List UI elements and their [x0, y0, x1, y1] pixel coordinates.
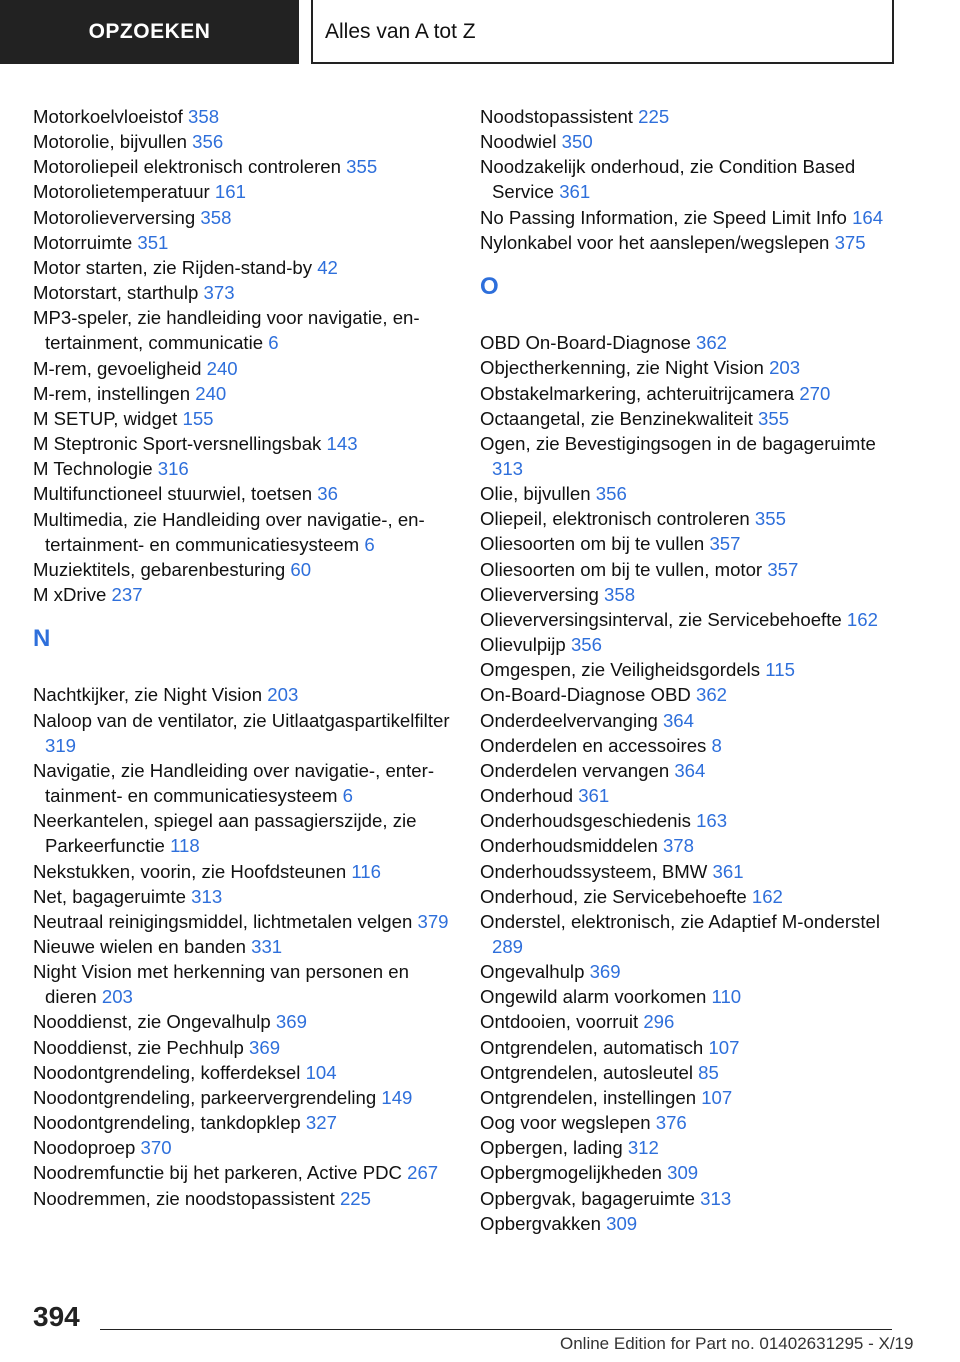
index-entry	[33, 1160, 451, 1185]
page-reference-link[interactable]: 309	[606, 1212, 638, 1234]
index-entry-term: Net, bagageruimte	[33, 885, 186, 907]
index-entry	[33, 708, 451, 758]
index-entry	[33, 1186, 451, 1211]
index-entry	[480, 708, 900, 733]
page-reference-link[interactable]: 355	[758, 407, 790, 429]
index-entry	[33, 456, 451, 481]
index-entry	[33, 481, 451, 506]
index-entry-term: Ongewild alarm voorkomen	[480, 986, 707, 1008]
page-reference-link[interactable]: 107	[708, 1036, 740, 1058]
page-reference-link[interactable]: 313	[492, 458, 524, 480]
page-reference-link[interactable]: 351	[137, 231, 169, 253]
index-entry	[33, 406, 451, 431]
page-reference-link[interactable]: 309	[667, 1162, 699, 1184]
index-entry-term: Noodremmen, zie noodstopassistent	[33, 1187, 335, 1209]
index-entry-term: Motorolie, bijvullen	[33, 131, 187, 153]
index-entry-term: Nylonkabel voor het aanslepen/wegslepen	[480, 231, 830, 253]
index-entry-term: Noodontgrendeling, tankdopklep	[33, 1112, 301, 1134]
index-entry	[480, 406, 900, 431]
index-entry	[33, 179, 451, 204]
index-entry	[480, 1009, 900, 1034]
page-reference-link[interactable]: 373	[203, 282, 235, 304]
index-entry-term: OBD On-Board-Diagnose	[480, 332, 691, 354]
index-entry	[480, 758, 900, 783]
page-reference-link[interactable]: 369	[249, 1036, 281, 1058]
index-entry	[33, 255, 451, 280]
index-entry	[480, 808, 900, 833]
index-entry	[480, 230, 900, 255]
index-entry	[480, 833, 900, 858]
page-reference-link[interactable]: 155	[182, 407, 214, 429]
page-reference-link[interactable]: 203	[267, 684, 299, 706]
index-section-heading: N	[33, 625, 51, 653]
index-entry-term: Noodremfunctie bij het parkeren, Active PDC	[33, 1162, 402, 1184]
index-entry-term: Olieverversingsinterval, zie Servicebehoefte	[480, 608, 842, 630]
index-entry-term: Onderdelen vervangen	[480, 759, 670, 781]
index-entry	[480, 531, 900, 556]
index-entry-term: Noodwiel	[480, 131, 557, 153]
page-reference-link[interactable]: 331	[251, 935, 283, 957]
index-entry	[33, 582, 451, 607]
index-entry	[33, 431, 451, 456]
index-entry-term: Motorruimte	[33, 231, 133, 253]
page-reference-link[interactable]: 379	[417, 910, 449, 932]
page-reference-link[interactable]: 42	[317, 256, 338, 278]
index-entry	[480, 1060, 900, 1085]
index-entry-term: Motor starten, zie Rijden-stand-by	[33, 256, 313, 278]
page-reference-link[interactable]: 350	[561, 131, 593, 153]
index-entry-term: MP3-speler, zie handleiding voor navigatie, entertainment, communicatie	[33, 307, 420, 354]
index-entry-term: Night Vision met herkenning van personen en dieren	[33, 961, 409, 1008]
page-reference-link[interactable]: 376	[655, 1112, 687, 1134]
index-entry-term: Oliesoorten om bij te vullen, motor	[480, 558, 763, 580]
page-reference-link[interactable]: 356	[570, 634, 602, 656]
index-entry-term: M Steptronic Sport-versnellingsbak	[33, 433, 322, 455]
index-entry-term: Naloop van de ventilator, zie Uitlaatgaspartikelfilter	[33, 709, 450, 731]
page-reference-link[interactable]: 364	[662, 709, 694, 731]
page-reference-link[interactable]: 60	[290, 558, 312, 580]
index-entry-term: Noodontgrendeling, kofferdeksel	[33, 1061, 301, 1083]
index-entry	[33, 230, 451, 255]
page-reference-link[interactable]: 369	[275, 1011, 307, 1033]
index-entry-term: Oliepeil, elektronisch controleren	[480, 508, 750, 530]
index-entry	[33, 507, 451, 557]
page-reference-link[interactable]: 104	[305, 1061, 337, 1083]
index-entry	[33, 959, 451, 1009]
page-reference-link[interactable]: 375	[834, 231, 866, 253]
index-entry-term: Nachtkijker, zie Night Vision	[33, 684, 263, 706]
index-entry-term: Motorkoelvloeistof	[33, 106, 183, 127]
page-reference-link[interactable]: 143	[326, 433, 358, 455]
index-entry-term: Neutraal reinigingsmiddel, lichtmetalen velgen	[33, 910, 413, 932]
index-entry-term: Onderstel, elektronisch, zie Adaptief M-onderstel	[480, 910, 880, 932]
page-reference-link[interactable]: 240	[195, 382, 227, 404]
index-entry	[480, 431, 900, 481]
index-entry-term: Noodoproep	[33, 1137, 136, 1159]
index-entry	[480, 355, 900, 380]
index-entry-term: Noodstopassistent	[480, 106, 633, 127]
page-reference-link[interactable]: 316	[157, 458, 189, 480]
page-reference-link[interactable]: 361	[559, 181, 591, 203]
index-entry	[480, 481, 900, 506]
index-entry-term: Noodzakelijk onderhoud, zie Condition Based Service	[480, 156, 856, 203]
index-entry-term: Motorolieverversing	[33, 206, 196, 228]
index-entry	[33, 934, 451, 959]
index-entry-term: M Technologie	[33, 458, 153, 480]
index-column-left	[33, 104, 451, 1211]
index-entry	[33, 909, 451, 934]
index-entry-term: Opbergmogelijkheden	[480, 1162, 662, 1184]
page-reference-link[interactable]: 361	[712, 860, 744, 882]
page-reference-link[interactable]: 296	[643, 1011, 675, 1033]
index-entry	[480, 129, 900, 154]
page-reference-link[interactable]: 6	[364, 533, 375, 555]
page-reference-link[interactable]: 313	[191, 885, 223, 907]
section-tab: OPZOEKEN	[0, 0, 299, 64]
index-entry-term: Ontgrendelen, instellingen	[480, 1086, 697, 1108]
index-entry	[33, 104, 451, 129]
index-entry-term: No Passing Information, zie Speed Limit Info	[480, 206, 847, 228]
index-entry-term: Oog voor wegslepen	[480, 1112, 651, 1134]
index-entry	[33, 1060, 451, 1085]
index-entry-term: Onderhoudssysteem, BMW	[480, 860, 708, 882]
index-entry-term: Nooddienst, zie Ongevalhulp	[33, 1011, 271, 1033]
index-entry	[33, 682, 451, 707]
index-entry-term: Motorstart, starthulp	[33, 282, 199, 304]
index-entry	[33, 1085, 451, 1110]
index-entry-term: Onderhoud, zie Servicebehoefte	[480, 885, 747, 907]
index-entry	[33, 557, 451, 582]
index-entry-term: Ongevalhulp	[480, 961, 585, 983]
index-entry-term: Objectherkenning, zie Night Vision	[480, 357, 764, 379]
page-reference-link[interactable]: 225	[339, 1187, 371, 1209]
index-entry-term: M xDrive	[33, 583, 107, 605]
index-entry-term: Obstakelmarkering, achteruitrijcamera	[480, 382, 795, 404]
index-entry	[33, 808, 451, 858]
index-entry	[480, 381, 900, 406]
index-entry-term: On-Board-Diagnose OBD	[480, 684, 691, 706]
page-reference-link[interactable]: 237	[111, 583, 143, 605]
index-entry	[480, 154, 900, 204]
index-entry-term: Omgespen, zie Veiligheidsgordels	[480, 659, 761, 681]
index-entry	[33, 381, 451, 406]
index-entry	[480, 506, 900, 531]
page-reference-link[interactable]: 149	[381, 1086, 413, 1108]
page-reference-link[interactable]: 358	[200, 206, 232, 228]
page-reference-link[interactable]: 116	[351, 860, 381, 882]
index-entry-term: Multimedia, zie Handleiding over navigatie-, entertainment- en communicatiesysteem	[33, 508, 425, 555]
index-entry	[33, 1135, 451, 1160]
page-reference-link[interactable]: 289	[492, 935, 524, 957]
index-entry-term: Ogen, zie Bevestigingsogen in de bagageruimte	[480, 432, 876, 454]
page-reference-link[interactable]: 358	[188, 106, 220, 127]
page-reference-link[interactable]: 240	[206, 357, 238, 379]
index-entry-term: Navigatie, zie Handleiding over navigatie-, entertainment- en communicatiesysteem	[33, 759, 435, 807]
index-entry	[480, 884, 900, 909]
page-reference-link[interactable]: 161	[214, 181, 246, 203]
page-reference-link[interactable]: 164	[852, 206, 884, 228]
index-entry-term: Octaangetal, zie Benzinekwaliteit	[480, 407, 753, 429]
index-entry-term: Onderdeelvervanging	[480, 709, 658, 731]
index-entry	[480, 1035, 900, 1060]
page-reference-link[interactable]: 85	[698, 1061, 719, 1083]
index-entry	[480, 783, 900, 808]
page-reference-link[interactable]: 355	[346, 156, 378, 178]
index-entry-term: Multifunctioneel stuurwiel, toetsen	[33, 483, 313, 505]
index-column-right	[480, 104, 900, 1236]
page-title: Alles van A tot Z	[311, 0, 894, 64]
index-entry-term: Nekstukken, voorin, zie Hoofdsteunen	[33, 860, 347, 882]
index-entry-term: Olie, bijvullen	[480, 483, 591, 505]
index-entry-term: Onderhoudsgeschiedenis	[480, 810, 691, 832]
index-entry	[33, 859, 451, 884]
page-reference-link[interactable]: 36	[317, 483, 338, 505]
index-entry	[480, 632, 900, 657]
index-entry	[480, 582, 900, 607]
index-entry	[33, 356, 451, 381]
page-reference-link[interactable]: 163	[696, 810, 728, 832]
index-entry	[480, 1085, 900, 1110]
page-reference-link[interactable]: 110	[711, 986, 742, 1008]
index-entry	[480, 984, 900, 1009]
index-entry-term: Ontdooien, voorruit	[480, 1011, 639, 1033]
page-reference-link[interactable]: 313	[700, 1187, 732, 1209]
index-entry-term: Opbergen, lading	[480, 1137, 623, 1159]
page-reference-link[interactable]: 356	[192, 131, 224, 153]
index-entry-term: Muziektitels, gebarenbesturing	[33, 558, 286, 580]
index-entry-term: Opbergvak, bagageruimte	[480, 1187, 695, 1209]
page-reference-link[interactable]: 203	[101, 986, 133, 1008]
page-reference-link[interactable]: 327	[305, 1112, 337, 1134]
index-entry	[33, 1009, 451, 1034]
page-reference-link[interactable]: 369	[589, 961, 621, 983]
page-reference-link[interactable]: 6	[342, 785, 353, 807]
page-reference-link[interactable]: 312	[627, 1137, 659, 1159]
index-entry	[480, 1135, 900, 1160]
index-entry-term: Olieverversing	[480, 583, 599, 605]
page-reference-link[interactable]: 267	[407, 1162, 439, 1184]
page-reference-link[interactable]: 358	[604, 583, 636, 605]
index-entry-term: Onderdelen en accessoires	[480, 734, 707, 756]
page-reference-link[interactable]: 162	[751, 885, 783, 907]
index-entry-term: Onderhoudsmiddelen	[480, 835, 658, 857]
index-entry-term: Neerkantelen, spiegel aan passagierszijde, zie Parkeerfunctie	[33, 810, 417, 857]
page-reference-link[interactable]: 378	[662, 835, 694, 857]
page-reference-link[interactable]: 355	[754, 508, 786, 530]
index-entry	[33, 884, 451, 909]
index-entry-term: M-rem, instellingen	[33, 382, 191, 404]
index-entry	[33, 154, 451, 179]
index-entry-term: Nooddienst, zie Pechhulp	[33, 1036, 244, 1058]
page-reference-link[interactable]: 162	[846, 608, 878, 630]
index-entry	[480, 909, 900, 959]
page-reference-link[interactable]: 319	[45, 734, 77, 756]
index-entry	[480, 657, 900, 682]
index-entry-term: Ontgrendelen, automatisch	[480, 1036, 704, 1058]
page-reference-link[interactable]: 6	[268, 332, 279, 354]
page-reference-link[interactable]: 362	[696, 684, 728, 706]
index-entry	[33, 758, 451, 808]
index-entry	[480, 557, 900, 582]
index-entry-term: Motoroliepeil elektronisch controleren	[33, 156, 341, 178]
page-reference-link[interactable]: 225	[638, 106, 670, 127]
index-entry	[480, 1211, 900, 1236]
index-entry	[480, 733, 900, 758]
index-entry-term: Ontgrendelen, autosleutel	[480, 1061, 693, 1083]
page-reference-link[interactable]: 270	[799, 382, 831, 404]
index-entry	[480, 959, 900, 984]
index-entry	[480, 607, 900, 632]
page-reference-link[interactable]: 115	[765, 659, 795, 681]
edition-note: Online Edition for Part no. 01402631295 - X/19	[560, 1334, 914, 1353]
page-number: 394	[33, 1301, 80, 1332]
index-entry-term: Oliesoorten om bij te vullen	[480, 533, 705, 555]
page-reference-link[interactable]: 203	[769, 357, 801, 379]
index-entry	[480, 682, 900, 707]
index-entry-term: Onderhoud	[480, 785, 574, 807]
footer-divider	[100, 1329, 892, 1330]
index-entry	[33, 280, 451, 305]
index-entry	[480, 1110, 900, 1135]
index-entry	[480, 205, 900, 230]
index-entry	[480, 1186, 900, 1211]
page-reference-link[interactable]: 370	[140, 1137, 172, 1159]
index-entry-term: M-rem, gevoeligheid	[33, 357, 202, 379]
index-entry	[33, 1110, 451, 1135]
index-entry	[480, 859, 900, 884]
index-entry	[33, 205, 451, 230]
index-entry	[480, 1160, 900, 1185]
index-entry	[33, 129, 451, 154]
index-entry-term: M SETUP, widget	[33, 407, 178, 429]
page-reference-link[interactable]: 364	[674, 759, 706, 781]
page-reference-link[interactable]: 8	[711, 734, 722, 756]
index-entry	[480, 104, 900, 129]
page-reference-link[interactable]: 357	[709, 533, 741, 555]
index-entry-term: Noodontgrendeling, parkeervergrendeling	[33, 1086, 377, 1108]
index-section-heading: O	[480, 272, 499, 300]
page-reference-link[interactable]: 356	[595, 483, 627, 505]
index-entry-term: Nieuwe wielen en banden	[33, 935, 246, 957]
page-reference-link[interactable]: 107	[701, 1086, 733, 1108]
index-entry	[33, 305, 451, 355]
page-reference-link[interactable]: 361	[578, 785, 610, 807]
index-entry-term: Opbergvakken	[480, 1212, 601, 1234]
page-reference-link[interactable]: 118	[170, 835, 200, 857]
index-entry	[480, 330, 900, 355]
index-entry	[33, 1035, 451, 1060]
page-reference-link[interactable]: 362	[696, 332, 728, 354]
index-entry-term: Olievulpijp	[480, 634, 566, 656]
index-entry-term: Motorolietemperatuur	[33, 181, 210, 203]
page-reference-link[interactable]: 357	[767, 558, 799, 580]
